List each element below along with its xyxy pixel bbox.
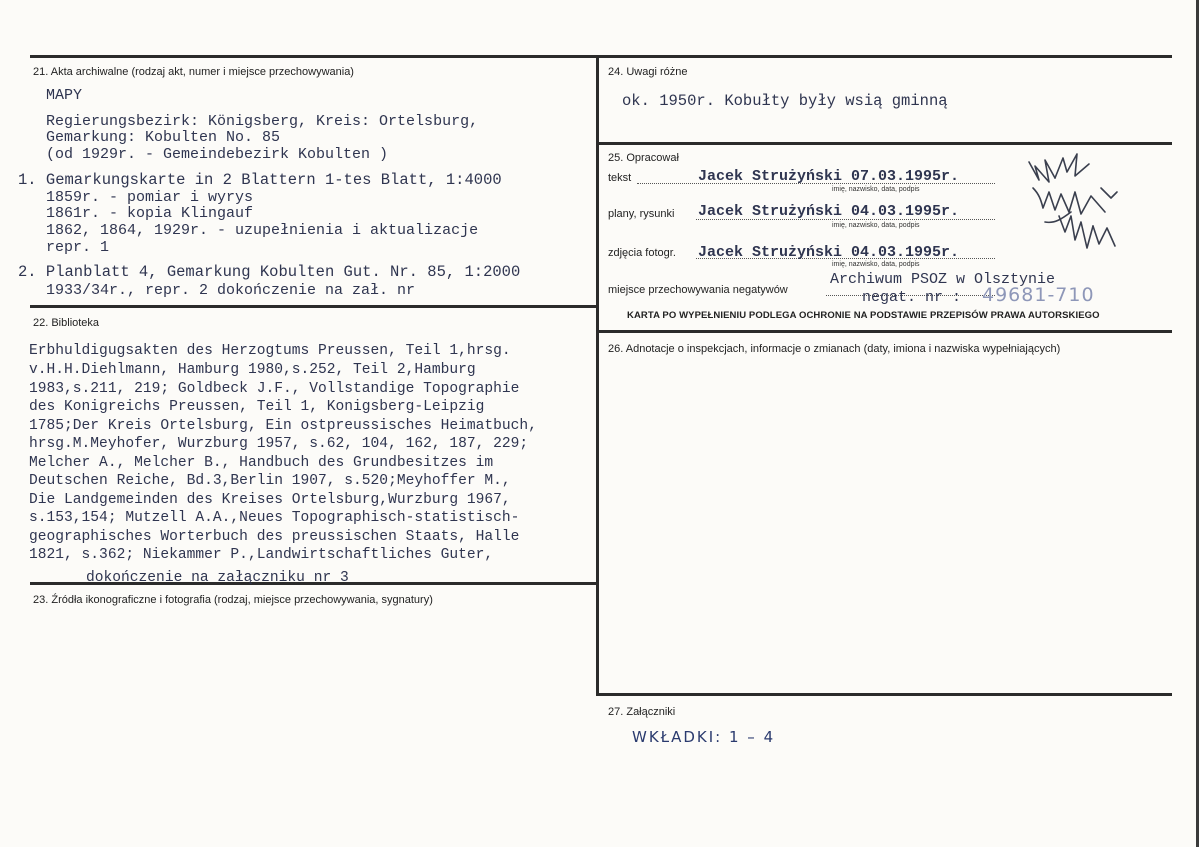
archive-line: 2. Planblatt 4, Gemarkung Kobulten Gut. Nr. 85, 1:2000: [18, 263, 521, 281]
library-line: hrsg.M.Meyhofer, Wurzburg 1957, s.62, 104, 162, 187, 229;: [29, 436, 529, 452]
photos-row-caption: imię, nazwisko, data, podpis: [832, 261, 920, 268]
library-line: des Konigreichs Preussen, Teil 1, Konigsberg-Leipzig: [29, 399, 485, 415]
rule-21-22: [30, 305, 598, 308]
negatives-value: Archiwum PSOZ w Olsztynie: [830, 271, 1056, 288]
archive-line: 1. Gemarkungskarte in 2 Blattern 1-tes Blatt, 1:4000: [18, 171, 502, 189]
top-rule: [30, 55, 1172, 58]
archive-line: 1861r. - kopia Klingauf: [46, 205, 254, 222]
signature-image: [1015, 152, 1135, 272]
rule-25-26: [598, 330, 1172, 333]
library-line: geographisches Worterbuch des preussischen Staats, Halle: [29, 529, 520, 545]
rule-26-27: [598, 693, 1172, 696]
attachments-text: WKŁADKI: 1 – 4: [632, 728, 776, 746]
section-24-label: 24. Uwagi różne: [608, 66, 688, 78]
negat-prefix: negat. nr :: [862, 289, 962, 306]
section-27-label: 27. Załączniki: [608, 706, 676, 718]
library-footer: dokończenie na załączniku nr 3: [86, 570, 349, 586]
section-26-label: 26. Adnotacje o inspekcjach, informacje o zmianach (daty, imiona i nazwiska wypełniających): [608, 343, 1061, 355]
remarks-text: ok. 1950r. Kobułty były wsią gminną: [622, 92, 948, 110]
library-line: 1983,s.211, 219; Goldbeck J.F., Vollstandige Topographie: [29, 381, 520, 397]
text-row-value: Jacek Strużyński 07.03.1995r.: [698, 168, 960, 185]
library-line: s.153,154; Mutzell A.A.,Neues Topographisch-statistisch-: [29, 510, 520, 526]
archive-line: 1862, 1864, 1929r. - uzupełnienia i aktualizacje: [46, 222, 479, 239]
negatives-label: miejsce przechowywania negatywów: [608, 284, 788, 296]
plans-row-label: plany, rysunki: [608, 208, 675, 220]
archive-line: 1933/34r., repr. 2 dokończenie na zał. nr: [46, 282, 416, 299]
library-line: Die Landgemeinden des Kreises Ortelsburg,Wurzburg 1967,: [29, 492, 511, 508]
section-23-label: 23. Źródła ikonograficzne i fotografia (rodzaj, miejsce przechowywania, sygnatury): [33, 594, 433, 606]
library-line: 1785;Der Kreis Ortelsburg, Ein ostpreussisches Heimatbuch,: [29, 418, 537, 434]
photos-row-label: zdjęcia fotogr.: [608, 247, 676, 259]
section-25-label: 25. Opracował: [608, 152, 679, 164]
negat-number: 49681-710: [982, 284, 1095, 306]
archive-line: repr. 1: [46, 239, 110, 256]
plans-row-caption: imię, nazwisko, data, podpis: [832, 222, 920, 229]
library-line: Deutschen Reiche, Bd.3,Berlin 1907, s.520;Meyhoffer M.,: [29, 473, 511, 489]
rule-24-25: [598, 142, 1172, 145]
archive-line: Regierungsbezirk: Königsberg, Kreis: Ortelsburg,: [46, 113, 479, 130]
archive-line: Gemarkung: Kobulten No. 85: [46, 129, 281, 146]
copyright-notice: KARTA PO WYPEŁNIENIU PODLEGA OCHRONIE NA PODSTAWIE PRZEPISÓW PRAWA AUTORSKIEGO: [627, 310, 1100, 321]
library-line: 1821, s.362; Niekammer P.,Landwirtschaftliches Guter,: [29, 547, 494, 563]
archive-line: MAPY: [46, 87, 83, 104]
section-22-label: 22. Biblioteka: [33, 317, 100, 329]
library-line: Melcher A., Melcher B., Handbuch des Grundbesitzes im: [29, 455, 494, 471]
text-row-caption: imię, nazwisko, data, podpis: [832, 186, 920, 193]
library-line: Erbhuldigugsakten des Herzogtums Preussen, Teil 1,hrsg.: [29, 343, 511, 359]
photos-row-value: Jacek Strużyński 04.03.1995r.: [698, 244, 960, 261]
archive-line: 1859r. - pomiar i wyrys: [46, 189, 254, 206]
library-line: v.H.H.Diehlmann, Hamburg 1980,s.252, Teil 2,Hamburg: [29, 362, 476, 378]
plans-row-value: Jacek Strużyński 04.03.1995r.: [698, 203, 960, 220]
text-row-label: tekst: [608, 172, 632, 184]
archive-line: (od 1929r. - Gemeindebezirk Kobulten ): [46, 146, 389, 163]
center-divider: [596, 55, 599, 696]
section-21-label: 21. Akta archiwalne (rodzaj akt, numer i miejsce przechowywania): [33, 66, 354, 78]
